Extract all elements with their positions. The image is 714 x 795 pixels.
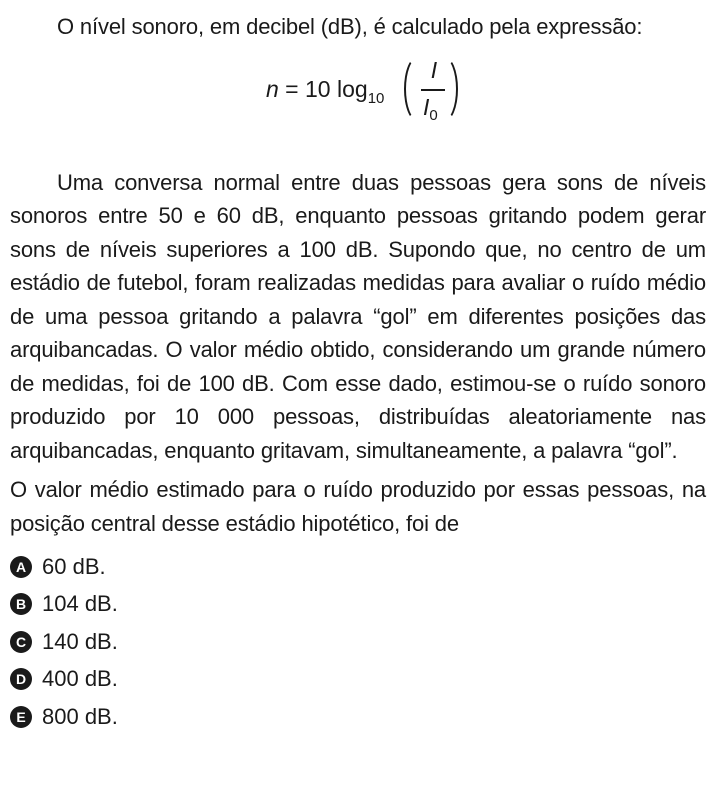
- formula-log-base: 10: [367, 89, 385, 107]
- option-text: 104 dB.: [42, 591, 118, 617]
- option-letter-badge: E: [10, 706, 32, 728]
- context-paragraph: Uma conversa normal entre duas pessoas gera sons de níveis sonoros entre 50 e 60 dB, enquanto pessoas gritando podem gerar sons de níveis superiores a 100 dB. Supondo que, no centro de um estádio de futebol, foram realizadas medidas para avaliar o ruído médio de uma pessoa gritando a palavra “gol” em diferentes posições das arquibancadas. O valor médio obtido, considerando um grande número de medidas, foi de 100 dB. Com esse dado, estimou-se o ruído sonoro produzido por 10 000 pessoas, distribuídas aleatoriamente nas arquibancadas, enquanto gritavam, simultaneamente, a palavra “gol”.: [10, 169, 706, 463]
- formula-variable-n: n: [266, 75, 279, 102]
- option-e[interactable]: [10, 698, 706, 736]
- option-text: 60 dB.: [42, 553, 106, 579]
- option-letter-badge: B: [10, 593, 32, 615]
- option-text: 140 dB.: [42, 628, 118, 654]
- option-letter-badge: C: [10, 631, 32, 653]
- formula-equals-log: = 10 log: [278, 75, 368, 102]
- option-letter-badge: A: [10, 556, 32, 578]
- option-text: 800 dB.: [42, 703, 118, 729]
- decibel-formula: [10, 48, 706, 158]
- denominator-subscript: 0: [429, 106, 438, 124]
- formula-lhs: [266, 74, 385, 107]
- option-d[interactable]: [10, 661, 706, 699]
- question-stem: O valor médio estimado para o ruído produzido por essas pessoas, na posição central desse estádio hipotético, foi de: [10, 477, 706, 536]
- right-parenthesis: [444, 56, 458, 122]
- fraction-denominator: [423, 93, 438, 124]
- answer-options: [10, 548, 706, 736]
- option-b[interactable]: [10, 586, 706, 624]
- option-letter-badge: D: [10, 668, 32, 690]
- left-parenthesis: [404, 56, 418, 122]
- fraction-bar: [421, 89, 445, 91]
- intro-text: O nível sonoro, em decibel (dB), é calculado pela expressão:: [57, 14, 643, 39]
- fraction-numerator: I: [430, 56, 438, 83]
- option-c[interactable]: [10, 623, 706, 661]
- option-a[interactable]: [10, 548, 706, 586]
- option-text: 400 dB.: [42, 666, 118, 692]
- denominator-variable: I: [423, 93, 430, 120]
